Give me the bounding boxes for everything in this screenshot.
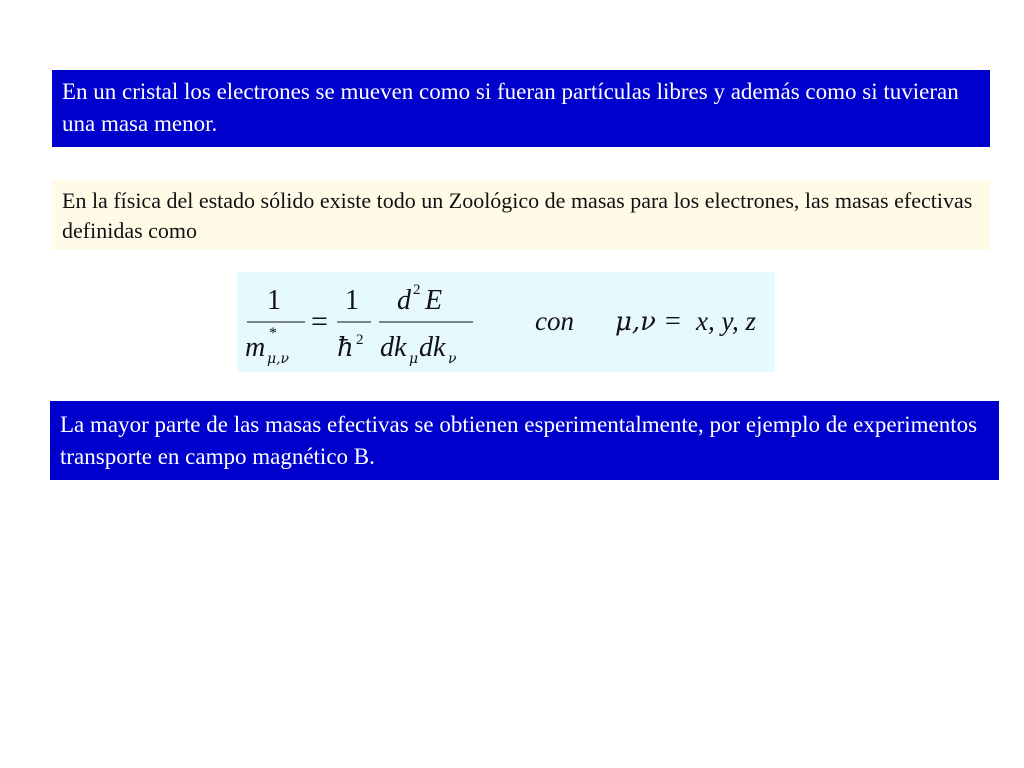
lhs-denominator-subscript: μ,ν <box>267 351 290 367</box>
deriv-denominator-sub1: μ <box>409 351 419 367</box>
deriv-denominator-dk1: dk <box>380 332 407 363</box>
formula-graphic <box>237 272 775 372</box>
intro-text: En un cristal los electrones se mueven como si fueran partículas libres y además como si tuvieran una masa menor. <box>62 79 959 136</box>
deriv-numerator-power: 2 <box>413 282 421 298</box>
deriv-numerator-d: d <box>397 285 411 316</box>
lhs-denominator-m: m <box>245 332 266 363</box>
deriv-denominator-sub2: ν <box>448 351 457 367</box>
coef-denominator-hbar: ħ <box>337 333 354 363</box>
conclusion-text: La mayor parte de las masas efectivas se obtienen esperimentalmente, por ejemplo de experimentos transporte en campo magnético B. <box>60 412 978 469</box>
lhs-denominator-star: * <box>269 325 277 342</box>
coef-denominator-power: 2 <box>356 332 364 348</box>
intro-text-box <box>52 70 990 147</box>
zoo-text-box <box>52 180 990 250</box>
coef-numerator: 1 <box>345 285 359 316</box>
conclusion-text-box <box>50 401 999 480</box>
lhs-numerator: 1 <box>267 285 281 316</box>
connector-con: con <box>535 306 574 336</box>
indices: μ,ν <box>615 307 656 337</box>
equals-sign: = <box>311 305 328 338</box>
deriv-denominator-dk2: dk <box>419 332 446 363</box>
indices-equals: = <box>665 306 681 337</box>
zoo-text: En la física del estado sólido existe todo un Zoológico de masas para los electrones, las masas efectivas definidas como <box>62 188 973 243</box>
effective-mass-formula <box>237 272 775 372</box>
indices-values: x, y, z <box>696 306 756 336</box>
deriv-numerator-e: E <box>425 285 443 316</box>
